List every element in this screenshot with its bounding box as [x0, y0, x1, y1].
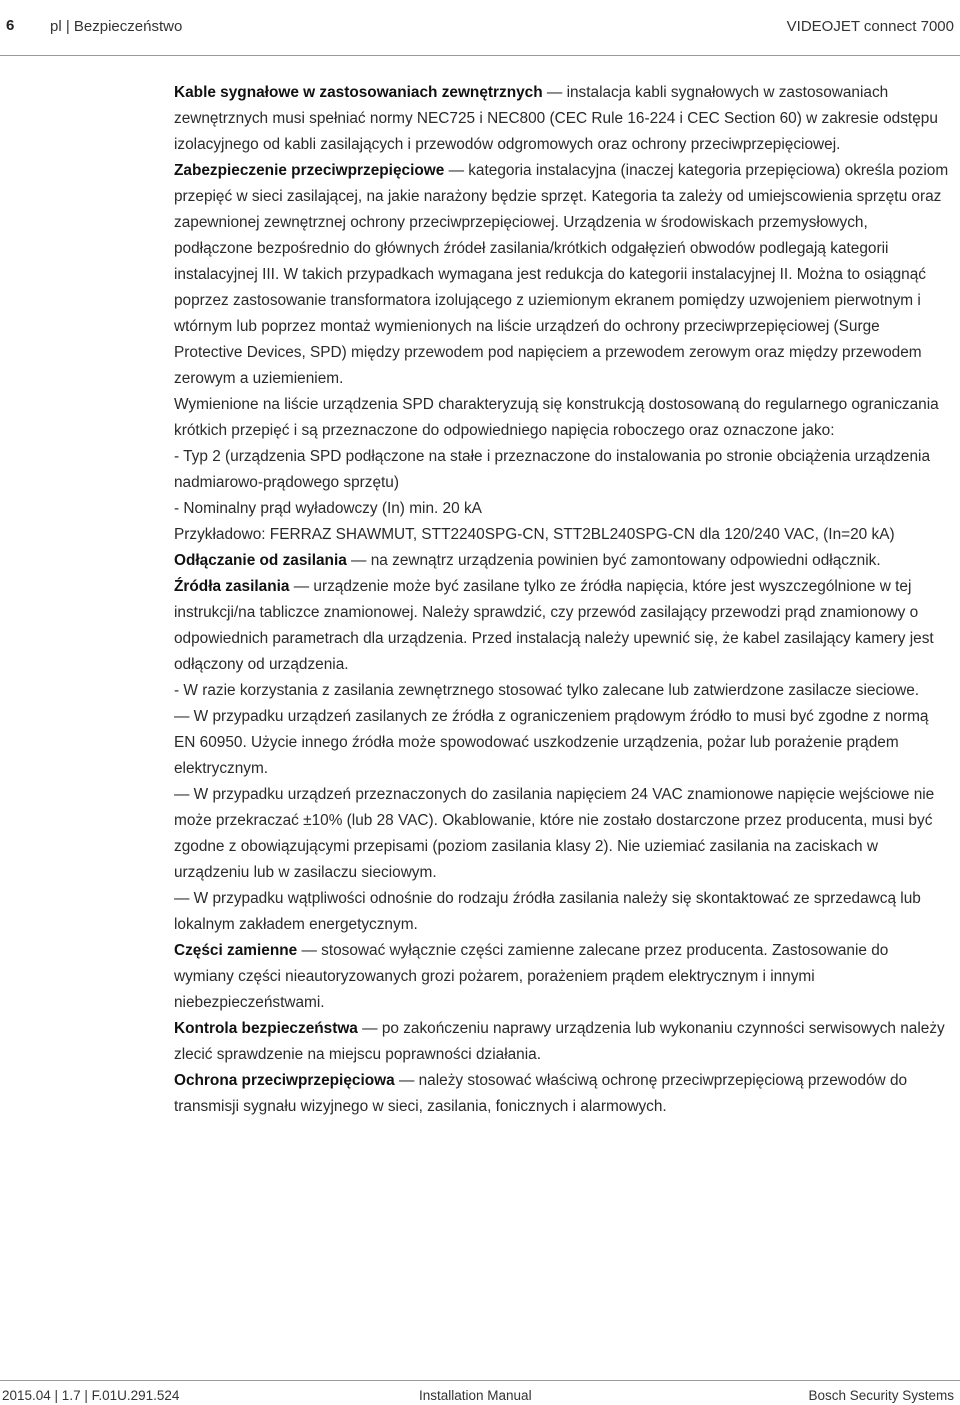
paragraph-text: Wymienione na liście urządzenia SPD charakteryzują się konstrukcją dostosowaną do regularnego ograniczania krótkich przepięć i są przeznaczone do odpowiedniego napięcia roboczego oraz oznaczone jako: — [174, 396, 939, 439]
footer-doc-type: Installation Manual — [419, 1388, 532, 1403]
paragraph — [174, 496, 950, 522]
paragraph-text: — po zakończeniu naprawy urządzenia lub wykonaniu czynności serwisowych należy zlecić sprawdzenie na miejscu poprawności działania. — [174, 1020, 945, 1063]
paragraph — [174, 444, 950, 496]
paragraph-heading: Odłączanie od zasilania — [174, 552, 347, 569]
paragraph-text: Przykładowo: FERRAZ SHAWMUT, STT2240SPG-CN, STT2BL240SPG-CN dla 120/240 VAC, (In=20 kA) — [174, 526, 895, 543]
paragraph — [174, 678, 950, 704]
page-number: 6 — [6, 17, 15, 34]
paragraph — [174, 704, 950, 782]
paragraph-heading: Zabezpieczenie przeciwprzepięciowe — [174, 162, 445, 179]
paragraph-text: — kategoria instalacyjna (inaczej kategoria przepięciowa) określa poziom przepięć w sieci zasilającej, na jakie narażony będzie sprzęt. Kategoria ta zależy od umiejscowienia sprzętu oraz zapewnionej zewnętrznej ochrony przeciwprzepięciowej. Urządzenia w środowiskach przemysłowych, podłączone bezpośrednio do głównych źródeł zasilania/krótkich odgałęzień obwodów podlegają kategorii instalacyjnej III. W takich przypadkach wymagana jest redukcja do kategorii instalacyjnej II. Można to osiągnąć poprzez zastosowanie transformatora izolującego z uziemionym ekranem pomiędzy uzwojeniem pierwotnym i wtórnym lub poprzez montaż wymienionych na liście urządzeń do ochrony przeciwprzepięciowej (Surge Protective Devices, SPD) między przewodem pod napięciem a przewodem zerowym oraz między przewodem zerowym a uziemieniem. — [174, 162, 949, 387]
paragraph-text: — W przypadku urządzeń zasilanych ze źródła z ograniczeniem prądowym źródło to musi być zgodne z normą EN 60950. Użycie innego źródła może spowodować uszkodzenie urządzenia, pożar lub porażenie prądem elektrycznym. — [174, 708, 929, 777]
section-title: pl | Bezpieczeństwo — [50, 18, 183, 35]
paragraph-text: — na zewnątrz urządzenia powinien być zamontowany odpowiedni odłącznik. — [346, 552, 881, 569]
paragraph — [174, 548, 950, 574]
footer-version: 2015.04 | 1.7 | F.01U.291.524 — [2, 1388, 180, 1403]
paragraph-heading: Ochrona przeciwprzepięciowa — [174, 1072, 395, 1089]
paragraph-text: — instalacja kabli sygnałowych w zastosowaniach zewnętrznych musi spełniać normy NEC725 i NEC800 (CEC Rule 16-224 i CEC Section 60) w zakresie odstępu izolacyjnego od kabli zasilających i przewodów odgromowych oraz ochrony przeciwprzepięciowej. — [174, 84, 938, 153]
paragraph — [174, 158, 950, 392]
paragraph — [174, 886, 950, 938]
paragraph — [174, 522, 950, 548]
paragraph — [174, 392, 950, 444]
footer-company: Bosch Security Systems — [808, 1388, 954, 1403]
paragraph — [174, 1068, 950, 1120]
paragraph — [174, 80, 950, 158]
paragraph-text: - Nominalny prąd wyładowczy (In) min. 20 kA — [174, 500, 482, 517]
paragraph-text: - Typ 2 (urządzenia SPD podłączone na stałe i przeznaczone do instalowania po stronie obciążenia urządzenia nadmiarowo-prądowego sprzętu) — [174, 448, 931, 491]
paragraph-heading: Kontrola bezpieczeństwa — [174, 1020, 358, 1037]
paragraph — [174, 574, 950, 678]
paragraph-heading: Części zamienne — [174, 942, 298, 959]
document-body — [174, 80, 950, 1120]
paragraph — [174, 938, 950, 1016]
paragraph-text: — należy stosować właściwą ochronę przeciwprzepięciową przewodów do transmisji sygnału wizyjnego w sieci, zasilania, fonicznych i alarmowych. — [174, 1072, 908, 1115]
page-header — [0, 0, 960, 56]
page-footer — [0, 1380, 960, 1405]
paragraph — [174, 1016, 950, 1068]
paragraph-text: — stosować wyłącznie części zamienne zalecane przez producenta. Zastosowanie do wymiany części nieautoryzowanych grozi pożarem, porażeniem prądem elektrycznym i innymi niebezpieczeństwami. — [174, 942, 889, 1011]
paragraph-text: - W razie korzystania z zasilania zewnętrznego stosować tylko zalecane lub zatwierdzone zasilacze sieciowe. — [174, 682, 920, 699]
product-name: VIDEOJET connect 7000 — [786, 18, 954, 35]
paragraph-heading: Kable sygnałowe w zastosowaniach zewnętrznych — [174, 84, 543, 101]
paragraph-text: — W przypadku urządzeń przeznaczonych do zasilania napięciem 24 VAC znamionowe napięcie wejściowe nie może przekraczać ±10% (lub 28 VAC). Okablowanie, które nie zostało dostarczone przez producenta, musi być zgodne z obowiązującymi przepisami (poziom zasilania klasy 2). Nie uziemiać zasilania na zaciskach w urządzeniu lub w zasilaczu sieciowym. — [174, 786, 935, 881]
paragraph-heading: Źródła zasilania — [174, 578, 290, 595]
paragraph — [174, 782, 950, 886]
paragraph-text: — urządzenie może być zasilane tylko ze źródła napięcia, które jest wyszczególnione w tej instrukcji/na tabliczce znamionowej. Należy sprawdzić, czy przewód zasilający przewodzi prąd znamionowy o odpowiednich parametrach dla urządzenia. Przed instalacją należy upewnić się, że kabel zasilający kamery jest odłączony od urządzenia. — [174, 578, 934, 673]
paragraph-text: — W przypadku wątpliwości odnośnie do rodzaju źródła zasilania należy się skontaktować ze sprzedawcą lub lokalnym zakładem energetycznym. — [174, 890, 921, 933]
